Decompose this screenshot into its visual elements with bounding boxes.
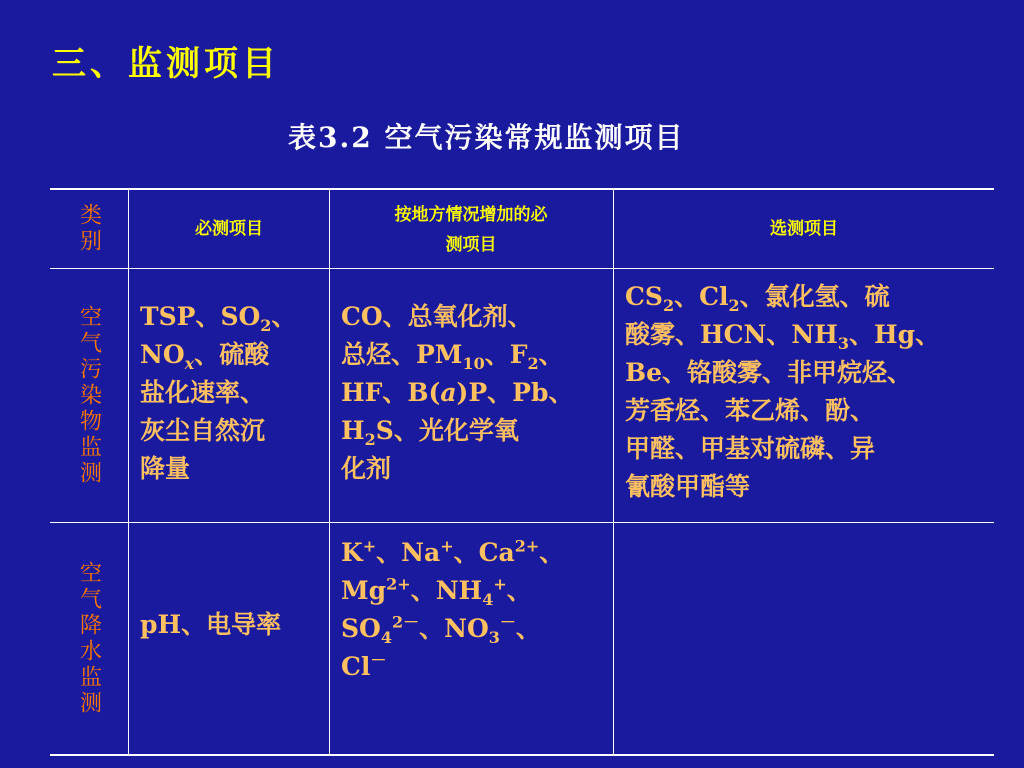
slide-title: 三、监测项目 bbox=[52, 44, 280, 84]
column-divider-3 bbox=[613, 190, 614, 754]
row2-local: K+、Na+、$Ca^{2+}$、 $Mg^{2+}$、$NH_4^+$、 $SO_4^{2-}$、$NO_3^-$、 Cl－ bbox=[341, 536, 565, 681]
row-divider bbox=[50, 522, 994, 523]
row2-category: 空气降水监测 bbox=[76, 561, 102, 717]
row1-local: CO、总氧化剂、 总烃、$PM_{10}$、$F_2$、 HF、B(a)P、Pb、 $H_2S$、光化学氧 化剂 bbox=[341, 302, 574, 483]
row1-optional: $CS_2$、$Cl_2$、氯化氢、硫 酸雾、HCN、$NH_3$、Hg、 Be、铬酸雾、非甲烷烃、 芳香烃、苯乙烯、酚、 甲醛、甲基对硫磷、异 氰酸甲酯等 bbox=[625, 282, 941, 501]
header-local-line1: 按地方情况增加的必 bbox=[394, 205, 548, 225]
header-local bbox=[331, 200, 611, 260]
header-category: 类别 bbox=[76, 203, 102, 255]
table-bottom-rule bbox=[50, 754, 994, 756]
header-optional: 选测项目 bbox=[770, 219, 838, 239]
table-caption: 表3.2 空气污染常规监测项目 bbox=[288, 121, 685, 154]
table-top-rule bbox=[50, 188, 994, 190]
row1-mandatory: TSP、$SO_2$、 $NO_x$、硫酸 盐化速率、 灰尘自然沉 降量 bbox=[140, 302, 297, 483]
column-divider-1 bbox=[128, 190, 129, 754]
row2-mandatory: pH、电导率 bbox=[140, 610, 282, 639]
header-local-line2: 测项目 bbox=[445, 235, 497, 255]
row1-category: 空气污染物监测 bbox=[76, 305, 102, 487]
header-divider bbox=[50, 268, 994, 269]
header-mandatory: 必测项目 bbox=[195, 219, 263, 239]
column-divider-2 bbox=[329, 190, 330, 754]
